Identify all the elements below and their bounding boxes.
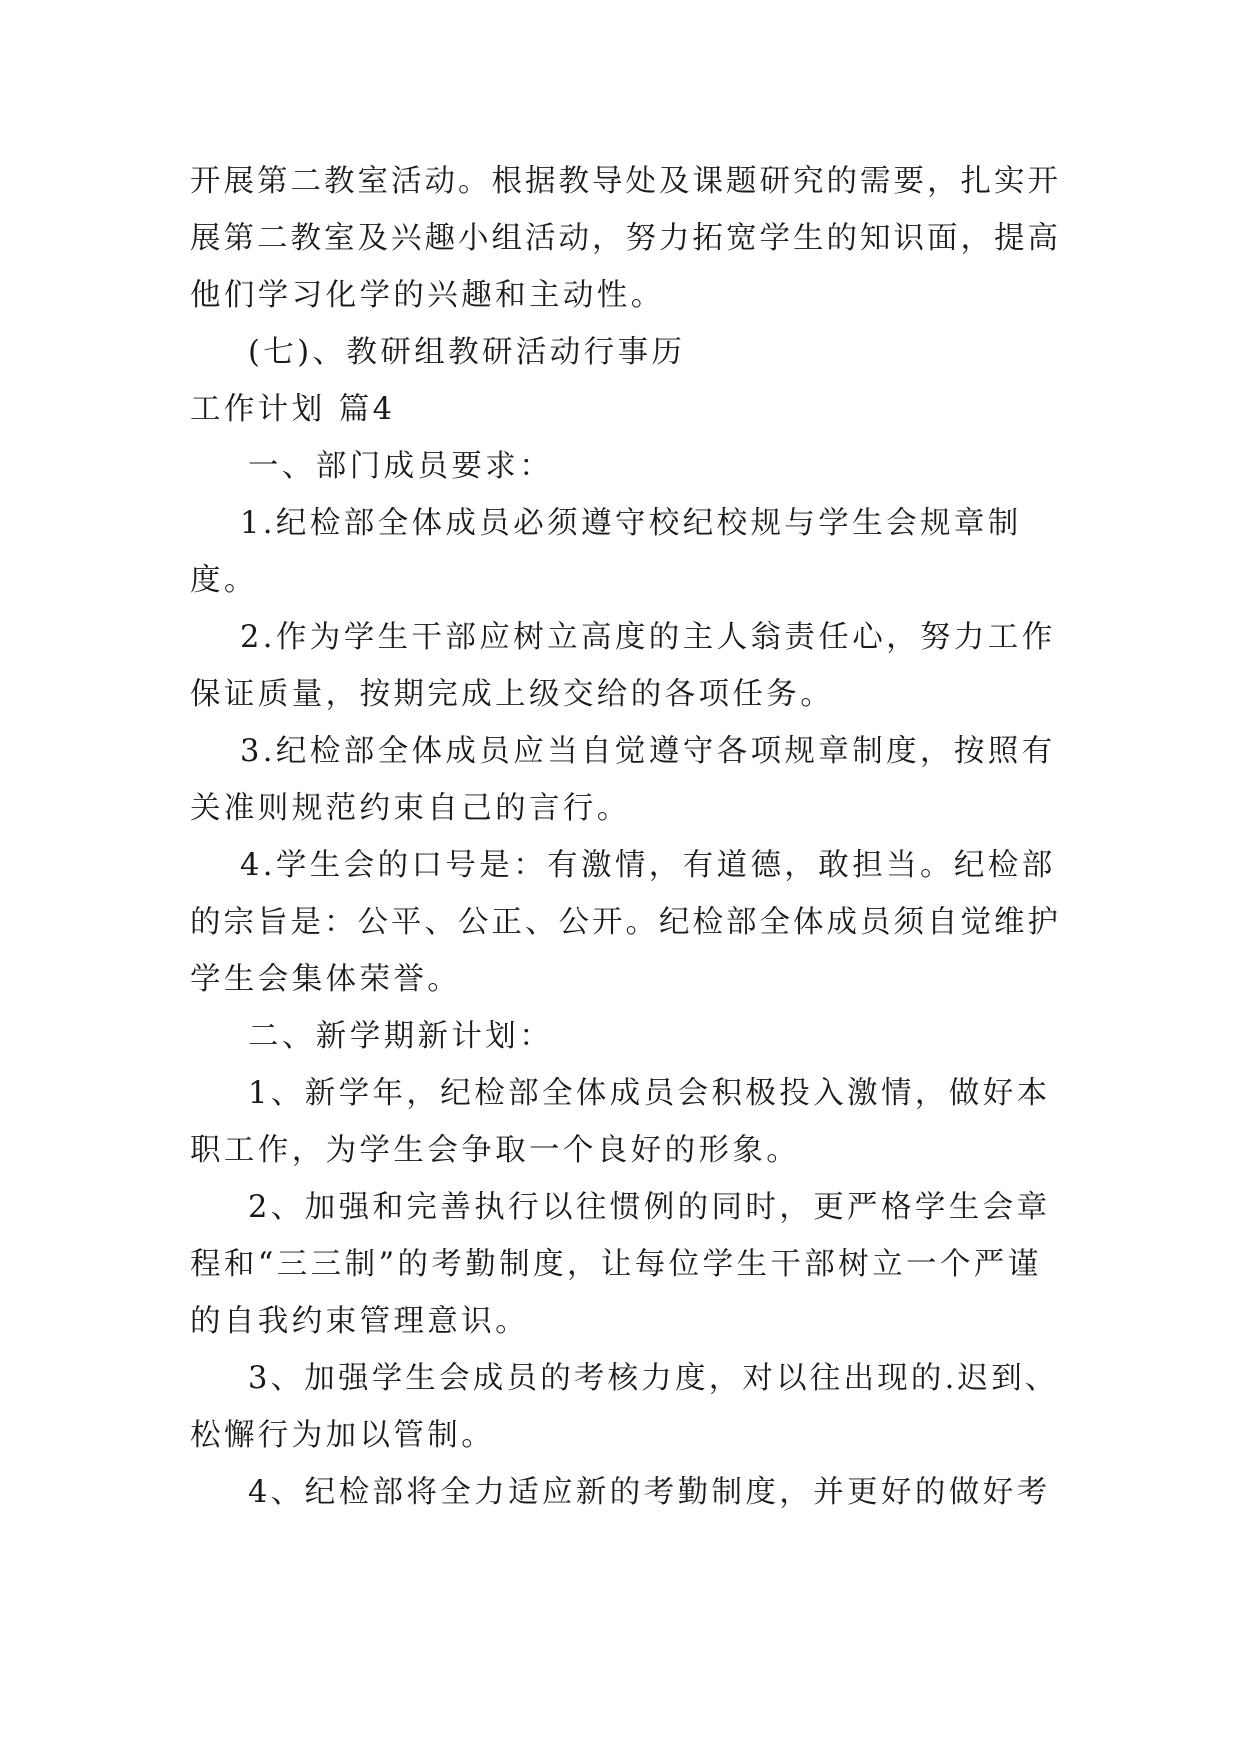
text-line: 保证质量，按期完成上级交给的各项任务。 <box>190 677 835 712</box>
text-line: 学生会集体荣誉。 <box>190 962 462 997</box>
text-line: 1、新学年，纪检部全体成员会积极投入激情，做好本 <box>248 1076 1051 1111</box>
section-heading: 二、新学期新计划： <box>248 1019 554 1054</box>
text-line: 的自我约束管理意识。 <box>190 1304 529 1339</box>
text-line: 的宗旨是：公平、公正、公开。纪检部全体成员须自觉维护 <box>190 905 1061 940</box>
text-line: 程和“三三制”的考勤制度，让每位学生干部树立一个严谨 <box>190 1247 1042 1282</box>
text-line: 3、加强学生会成员的考核力度，对以往出现的.迟到、 <box>248 1361 1059 1396</box>
text-line: 3.纪检部全体成员应当自觉遵守各项规章制度，按照有 <box>240 734 1056 769</box>
text-line: 关准则规范约束自己的言行。 <box>190 791 631 826</box>
section-heading: 一、部门成员要求： <box>248 449 554 484</box>
text-line: 2、加强和完善执行以往惯例的同时，更严格学生会章 <box>248 1190 1051 1225</box>
text-line: 他们学习化学的兴趣和主动性。 <box>190 278 665 313</box>
text-line: 度。 <box>190 563 258 598</box>
text-line: 松懈行为加以管制。 <box>190 1418 496 1453</box>
section-heading: (七)、教研组教研活动行事历 <box>248 335 686 370</box>
section-title: 工作计划 篇4 <box>190 392 396 427</box>
text-line: 1.纪检部全体成员必须遵守校纪校规与学生会规章制 <box>240 506 1022 541</box>
text-line: 4.学生会的口号是：有激情，有道德，敢担当。纪检部 <box>240 848 1056 883</box>
text-line: 职工作，为学生会争取一个良好的形象。 <box>190 1133 801 1168</box>
text-line: 展第二教室及兴趣小组活动，努力拓宽学生的知识面，提高 <box>190 221 1061 256</box>
text-line: 4、纪检部将全力适应新的考勤制度，并更好的做好考 <box>248 1475 1051 1510</box>
text-line: 2.作为学生干部应树立高度的主人翁责任心，努力工作 <box>240 620 1056 655</box>
text-line: 开展第二教室活动。根据教导处及课题研究的需要，扎实开 <box>190 164 1061 199</box>
